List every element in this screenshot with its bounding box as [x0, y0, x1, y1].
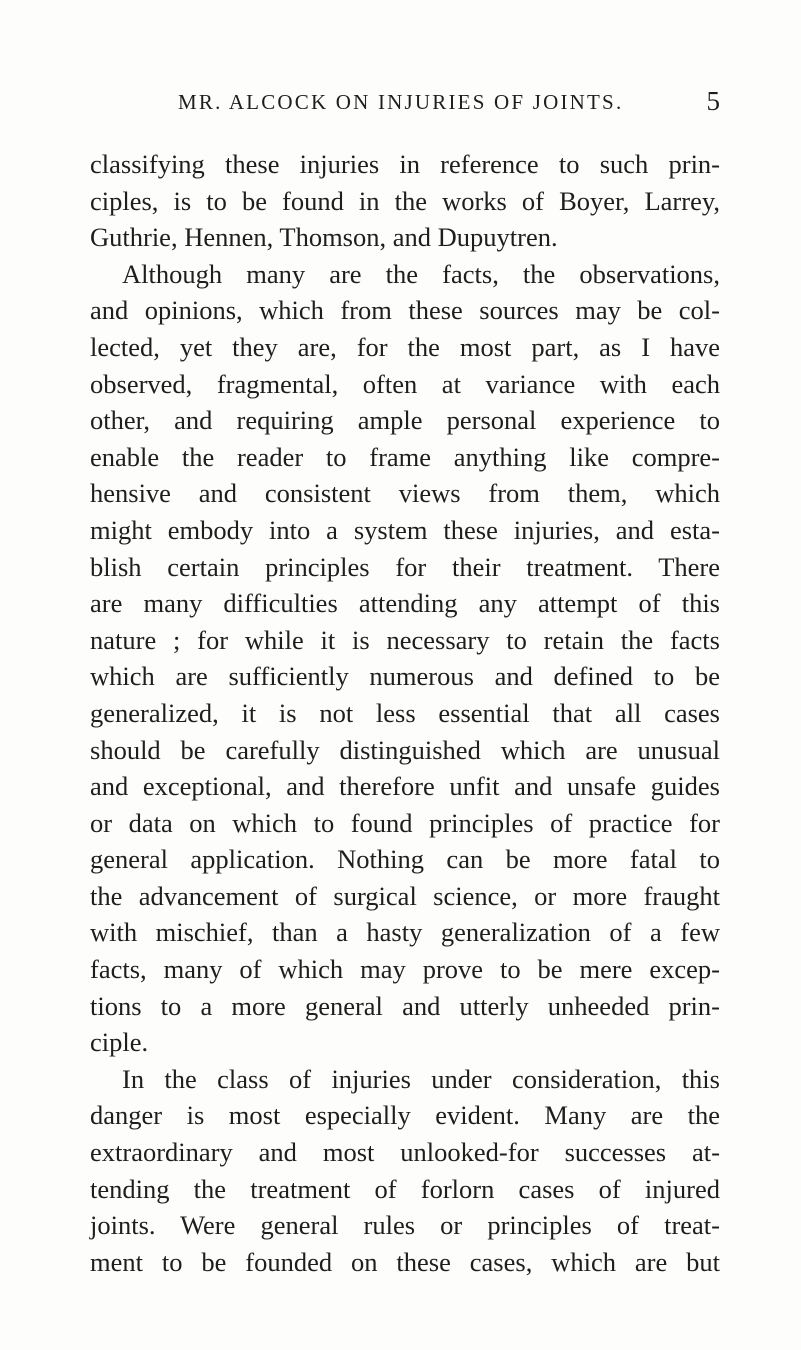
- text-line: danger is most especially evident. Many are the: [90, 1100, 720, 1131]
- text-line: tions to a more general and utterly unheeded prin-: [90, 990, 720, 1021]
- running-title: MR. ALCOCK ON INJURIES OF JOINTS.: [178, 90, 624, 114]
- text-line: which are sufficiently numerous and defined to be: [90, 661, 720, 692]
- text-line: nature ; for while it is necessary to retain the facts: [90, 624, 720, 655]
- text-line: ciple.: [90, 1027, 149, 1058]
- text-line: classifying these injuries in reference to such prin-: [90, 149, 720, 179]
- text-line: Guthrie, Hennen, Thomson, and Dupuytren.: [90, 222, 558, 253]
- text-line: tending the treatment of forlorn cases of injured: [90, 1173, 720, 1204]
- text-line: blish certain principles for their treatment. There: [90, 551, 720, 582]
- text-line: might embody into a system these injuries, and esta-: [90, 514, 720, 545]
- text-line: observed, fragmental, often at variance with each: [90, 368, 720, 399]
- text-line: with mischief, than a hasty generalization of a few: [90, 917, 720, 948]
- text-line: ment to be founded on these cases, which are but: [90, 1246, 720, 1277]
- text-line: lected, yet they are, for the most part, as I have: [90, 331, 720, 362]
- paragraph-first-line: In the class of injuries under consideration, this: [122, 1063, 720, 1094]
- text-line: hensive and consistent views from them, which: [90, 478, 720, 509]
- text-line: ciples, is to be found in the works of Boyer, Larrey,: [90, 185, 720, 216]
- text-line: and opinions, which from these sources may be col-: [90, 295, 720, 326]
- text-line: enable the reader to frame anything like compre-: [90, 441, 720, 472]
- text-line: generalized, it is not less essential that all cases: [90, 697, 720, 728]
- body-text: [90, 146, 720, 1280]
- text-line: general application. Nothing can be more fatal to: [90, 844, 720, 875]
- running-head: [90, 86, 720, 126]
- text-line: or data on which to found principles of practice for: [90, 807, 720, 838]
- text-line: facts, many of which may prove to be mere excep-: [90, 954, 720, 985]
- text-line: other, and requiring ample personal experience to: [90, 405, 720, 436]
- page-number: 5: [706, 86, 720, 116]
- text-line: joints. Were general rules or principles of treat-: [90, 1210, 720, 1241]
- text-line: are many difficulties attending any attempt of this: [90, 588, 720, 619]
- text-line: and exceptional, and therefore unfit and unsafe guides: [90, 771, 720, 802]
- text-line: the advancement of surgical science, or more fraught: [90, 880, 720, 911]
- paragraph-first-line: Although many are the facts, the observations,: [122, 258, 720, 289]
- text-line: extraordinary and most unlooked-for successes at-: [90, 1137, 720, 1168]
- text-line: should be carefully distinguished which are unusual: [90, 734, 720, 765]
